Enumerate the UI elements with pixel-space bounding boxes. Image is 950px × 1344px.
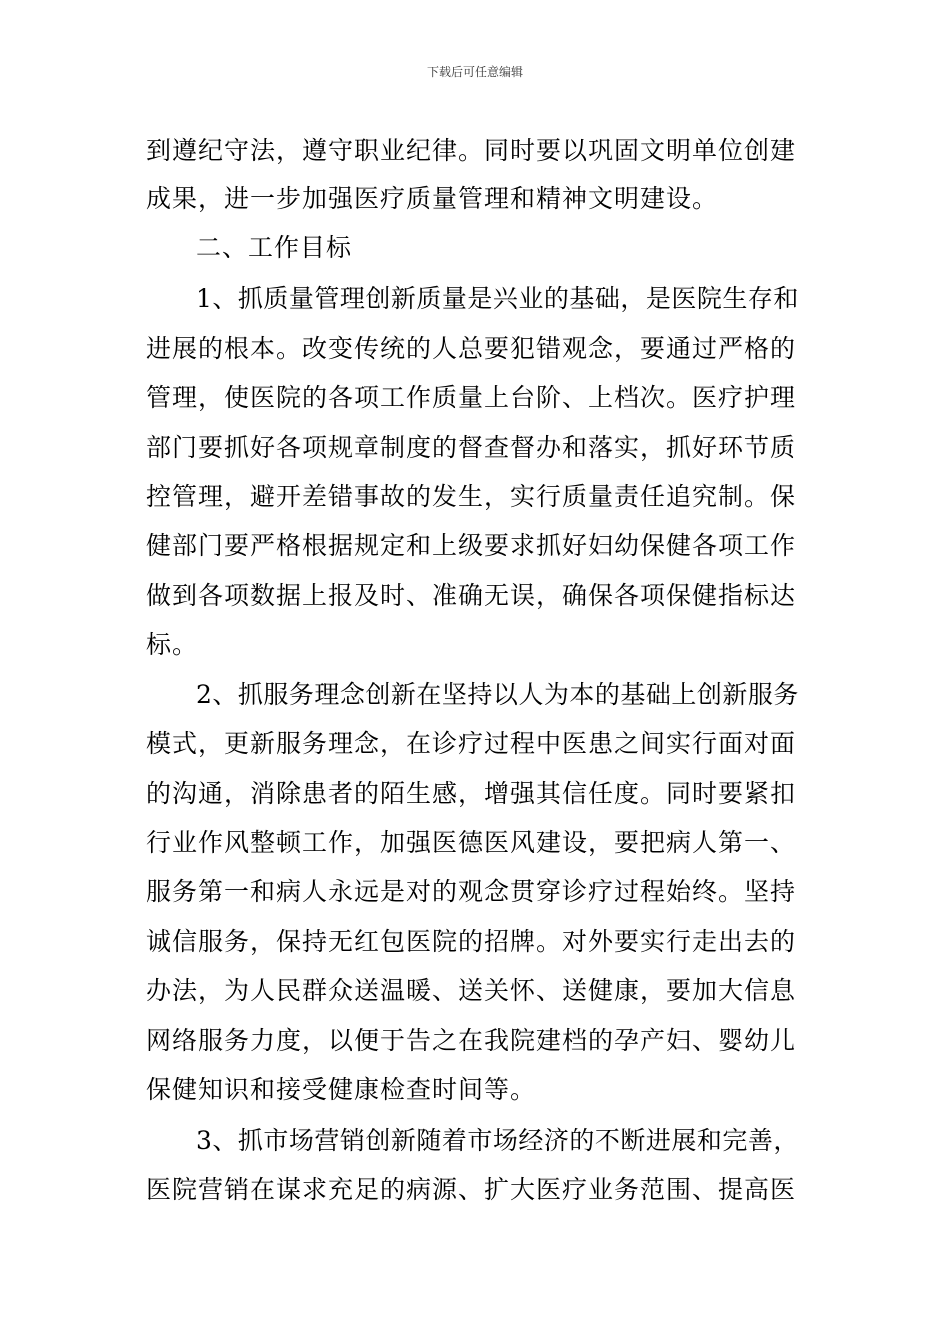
text-line: 到遵纪守法，遵守职业纪律。同时要以巩固文明单位创建 bbox=[146, 136, 797, 165]
text-line: 管理，使医院的各项工作质量上台阶、上档次。医疗护理 bbox=[146, 383, 797, 412]
text-line: 控管理，避开差错事故的发生，实行质量责任追究制。保 bbox=[146, 482, 797, 511]
text-line: 做到各项数据上报及时、准确无误，确保各项保健指标达 bbox=[146, 581, 797, 610]
text-line: 医院营销在谋求充足的病源、扩大医疗业务范围、提高医 bbox=[146, 1175, 797, 1204]
text-line: 的沟通，消除患者的陌生感，增强其信任度。同时要紧扣 bbox=[146, 779, 797, 808]
text-line: 诚信服务，保持无红包医院的招牌。对外要实行走出去的 bbox=[146, 927, 797, 956]
text-line: 健部门要严格根据规定和上级要求抓好妇幼保健各项工作 bbox=[146, 531, 797, 560]
text-line: 办法，为人民群众送温暖、送关怀、送健康，要加大信息 bbox=[146, 976, 797, 1005]
page-header: 下载后可任意编辑 bbox=[426, 65, 523, 79]
text-line: 保健知识和接受健康检查时间等。 bbox=[146, 1075, 537, 1104]
text-line: 成果，进一步加强医疗质量管理和精神文明建设。 bbox=[146, 184, 719, 213]
text-line: 服务第一和病人永远是对的观念贯穿诊疗过程始终。坚持 bbox=[146, 877, 797, 906]
text-line: 行业作风整顿工作，加强医德医风建设，要把病人第一、 bbox=[146, 828, 797, 857]
text-line: 模式，更新服务理念，在诊疗过程中医患之间实行面对面 bbox=[146, 729, 797, 758]
text-line: 2、抓服务理念创新在坚持以人为本的基础上创新服务 bbox=[196, 680, 799, 709]
text-line: 标。 bbox=[146, 630, 199, 659]
text-line: 部门要抓好各项规章制度的督查督办和落实，抓好环节质 bbox=[146, 433, 797, 462]
text-line: 3、抓市场营销创新随着市场经济的不断进展和完善， bbox=[196, 1126, 799, 1155]
section-heading: 二、工作目标 bbox=[196, 233, 353, 262]
text-line: 进展的根本。改变传统的人总要犯错观念，要通过严格的 bbox=[146, 334, 797, 363]
text-line: 1、抓质量管理创新质量是兴业的基础，是医院生存和 bbox=[196, 284, 799, 313]
text-line: 网络服务力度，以便于告之在我院建档的孕产妇、婴幼儿 bbox=[146, 1026, 797, 1055]
